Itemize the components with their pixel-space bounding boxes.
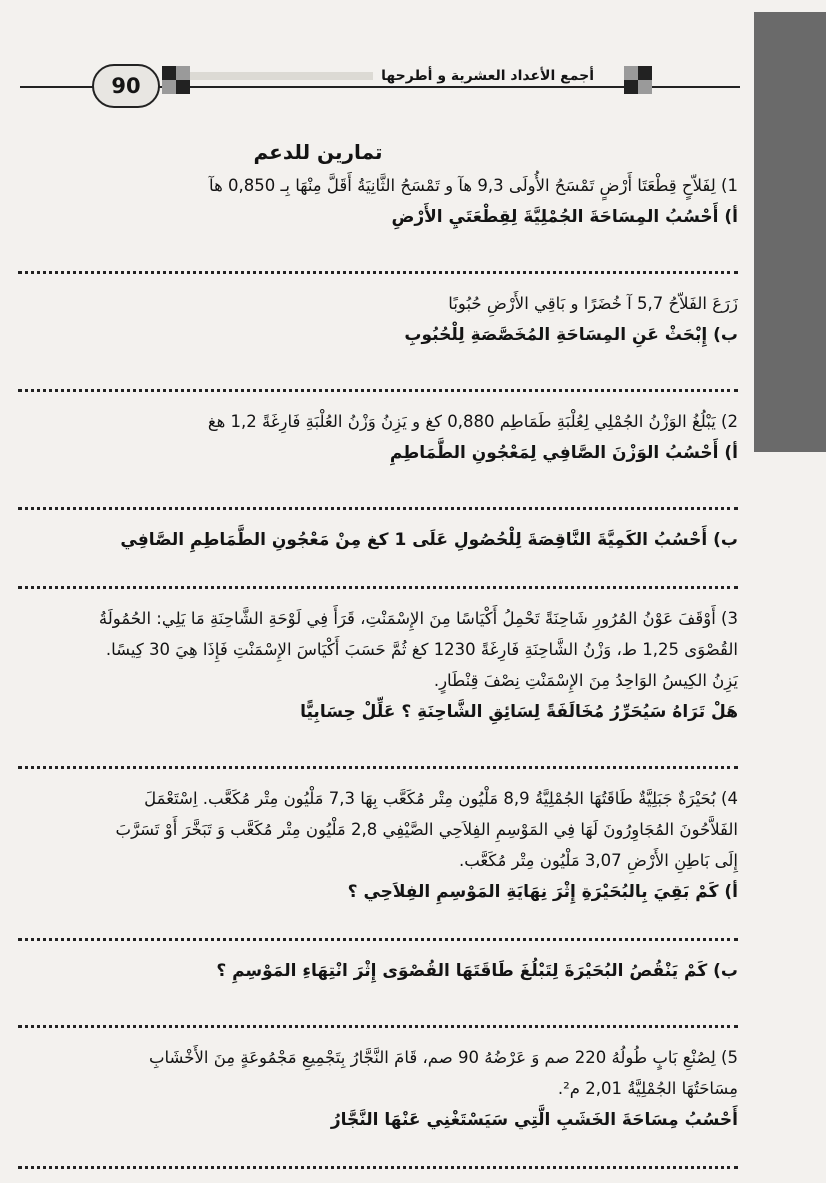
exercise-2-text: 2) يَبْلُغُ الوَزْنُ الجُمْلِي لِعُلْبَةِ طَمَاطِم 0,880 كغ و يَزِنُ وَزْنُ العُلْبَةِ فَارِغَةً 1,2 هغ [207,412,738,431]
page-header [20,58,740,114]
answer-line[interactable] [18,469,738,510]
exercise-1-text-2: زَرَعَ الفَلاّحُ 5,7 آ خُضَرًا و بَاقِي الأَرْضِ حُبُوبًا [448,294,738,313]
exercise-3-text-1: 3) أَوْقَفَ عَوْنُ المُرُورِ شَاحِنَةً تَحْمِلُ أَكْيَاسًا مِنَ الإِسْمَنْتِ، قَرَأَ فِي لَوْحَةِ الشَّاحِنَةِ مَا يَلِي: الحُمُولَةُ [98,609,738,628]
chapter-title: أجمع الأعداد العشرية و أطرحها [373,68,602,84]
exercise-1-question-b: ب) إِبْحَثْ عَنِ المِسَاحَةِ المُخَصَّصَةِ لِلْحُبُوبِ [404,325,738,345]
exercise-5-text-2: مِسَاحَتُهَا الجُمْلِيَّةُ 2,01 م². [557,1079,738,1098]
answer-line[interactable] [18,1136,738,1169]
header-squares-right [612,66,652,102]
answer-line[interactable] [18,351,738,392]
exercise-3-text-3: يَزِنُ الكِيسُ الوَاحِدُ مِنَ الإِسْمَنْتِ نِصْفَ قِنْطَارٍ. [433,671,738,690]
answer-line[interactable] [18,556,738,589]
answer-line[interactable] [18,728,738,769]
exercise-1-question-a: أ) أَحْسُبُ المِسَاحَةَ الجُمْلِيَّةَ لِقِطْعَتَيِ الأَرْضِ [391,207,738,227]
exercise-1-text: 1) لِفَلاّحٍ قِطْعَتَا أَرْضٍ تَمْسَحُ الأُولَى 9,3 هآ و تَمْسَحُ الثَّانِيَةُ أَقَلَّ مِنْهَا بِـ 0,850 هآ [209,176,738,195]
exercise-3-text-2: القُصْوَى 1,25 ط، وَزْنُ الشَّاحِنَةِ فَارِغَةً 1230 كغ ثُمَّ حَسَبَ أَكْيَاسَ الإِسْمَنْتِ فَإِذَا هِيَ 30 كِيسًا. [105,640,738,659]
exercise-5-text-1: 5) لِصُنْعِ بَابٍ طُولُهُ 220 صم وَ عَرْضُهُ 90 صم، قَامَ النَّجَّارُ بِتَجْمِيعِ مَجْمُوعَةٍ مِنَ الأَخْشَابِ [149,1048,738,1067]
answer-line[interactable] [18,233,738,274]
exercise-2-question-b: ب) أَحْسُبُ الكَمِيَّةَ النَّاقِصَةَ لِلْحُصُولِ عَلَى 1 كغ مِنْ مَعْجُونِ الطَّمَاطِمِ الصَّافِي [120,530,738,550]
exercise-4-text-1: 4) بُحَيْرَةٌ جَبَلِيَّةٌ طَاقَتُهَا الجُمْلِيَّةُ 8,9 مَلْيُون مِتْر مُكَعَّب بِهَا 7,3 مَلْيُون مِتْر مُكَعَّب. اِسْتَعْمَلَ [144,789,738,808]
exercise-2-question-a: أ) أَحْسُبُ الوَزْنَ الصَّافِي لِمَعْجُونِ الطَّمَاطِمِ [389,443,738,463]
header-squares-left [162,66,202,102]
page-edge-tab [754,12,826,452]
exercise-5-question: أَحْسُبُ مِسَاحَةَ الخَشَبِ الَّتِي سَيَسْتَغْنِي عَنْهَا النَّجَّارُ [330,1110,738,1130]
answer-line[interactable] [18,987,738,1028]
exercise-4-question-a: أ) كَمْ بَقِيَ بِالبُحَيْرَةِ إِثْرَ نِهَايَةِ المَوْسِمِ الفِلاَحِي ؟ [347,882,738,902]
exercise-4-question-b: ب) كَمْ يَنْقُصُ البُحَيْرَةَ لِتَبْلُغَ طَاقَتَهَا القُصْوَى إِثْرَ انْتِهَاءِ المَوْسِمِ ؟ [216,961,738,981]
page-number: 90 [92,64,160,108]
exercise-3-question: هَلْ تَرَاهُ سَيُحَرِّرُ مُخَالَفَةً لِسَائِقِ الشَّاحِنَةِ ؟ عَلِّلْ حِسَابِيًّا [300,702,738,722]
header-faint-strip [168,72,398,80]
exercise-4-text-2: الفَلاَّحُونَ المُجَاوِرُونَ لَهَا فِي المَوْسِمِ الفِلاَحِي الصَّيْفِي 2,8 مَلْيُون مِتْر مُكَعَّب وَ تَبَخَّرَ أَوْ تَسَرَّبَ [115,820,738,839]
answer-line[interactable] [18,908,738,941]
section-title: تمارين للدعم [253,140,383,164]
exercise-content [18,140,738,1183]
exercise-4-text-3: إِلَى بَاطِنِ الأَرْضِ 3,07 مَلْيُون مِتْر مُكَعَّب. [458,851,738,870]
